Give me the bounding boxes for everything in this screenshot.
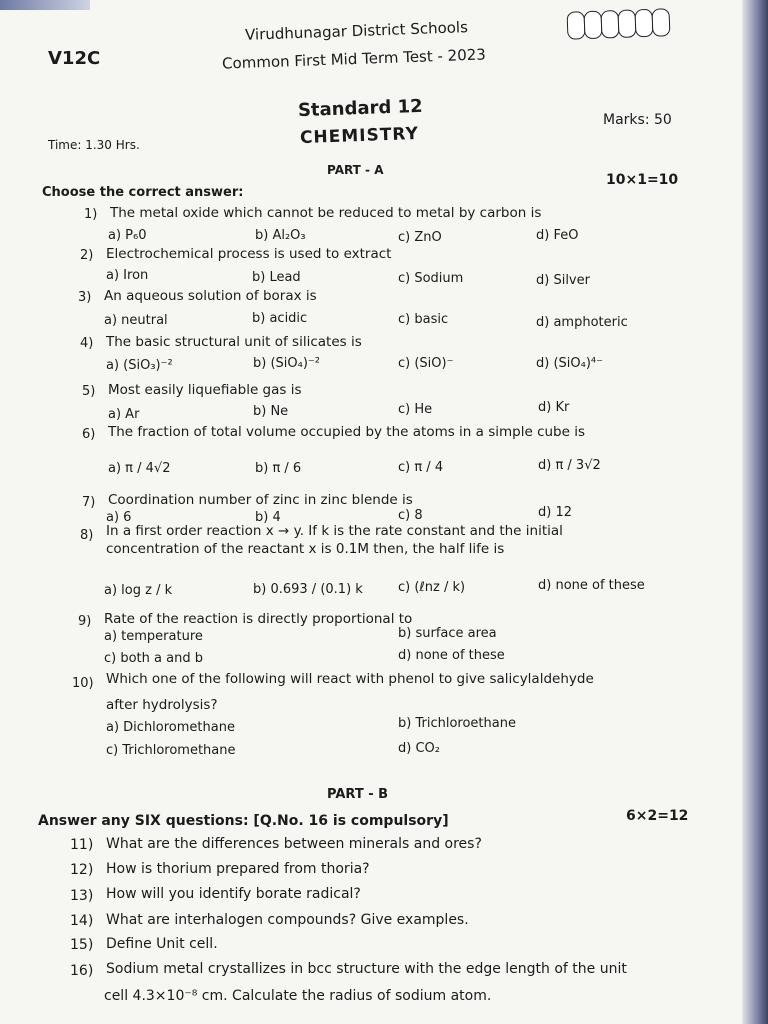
option-b: b) 4 — [255, 510, 281, 525]
part-a-instruction: Choose the correct answer: — [42, 185, 244, 200]
option-b: b) Trichloroethane — [398, 716, 516, 731]
option-c: c) 8 — [398, 508, 423, 523]
question-text: The basic structural unit of silicates is — [106, 334, 362, 350]
part-b-instruction: Answer any SIX questions: [Q.No. 16 is compulsory] — [38, 813, 449, 829]
subject-label: CHEMISTRY — [299, 123, 420, 149]
option-d: d) (SiO₄)⁴⁻ — [536, 356, 603, 371]
option-c: c) Sodium — [398, 271, 464, 286]
option-c: c) He — [398, 402, 433, 417]
option-c: c) π / 4 — [398, 460, 444, 475]
question-number: 7) — [82, 495, 96, 510]
option-a: a) P₆0 — [108, 228, 147, 243]
question-number: 5) — [82, 384, 96, 399]
question-number: 4) — [80, 336, 94, 351]
question-number: 12) — [70, 862, 94, 878]
option-c: c) both a and b — [104, 651, 203, 666]
option-c: c) ZnO — [398, 230, 442, 245]
question-text: Rate of the reaction is directly proportional to — [104, 611, 413, 627]
option-d: d) FeO — [536, 228, 579, 243]
option-d: d) Kr — [538, 400, 570, 415]
question-text: Coordination number of zinc in zinc blende is — [108, 492, 413, 508]
question-text: Most easily liquefiable gas is — [108, 382, 302, 398]
school-name: Virudhunagar District Schools — [244, 18, 469, 44]
question-text: What are interhalogen compounds? Give examples. — [106, 912, 469, 928]
question-number: 9) — [78, 614, 92, 629]
register-number-boxes — [567, 8, 670, 40]
question-number: 1) — [84, 207, 98, 222]
question-text-continued: cell 4.3×10⁻⁸ cm. Calculate the radius of sodium atom. — [104, 988, 492, 1004]
option-a: a) Ar — [108, 407, 140, 422]
background-edge-right — [742, 0, 768, 1024]
question-text: The metal oxide which cannot be reduced to metal by carbon is — [110, 205, 542, 221]
question-text: Which one of the following will react with phenol to give salicylaldehyde — [106, 671, 594, 687]
question-text: An aqueous solution of borax is — [104, 288, 317, 304]
option-a: a) π / 4√2 — [108, 461, 171, 476]
total-marks: Marks: 50 — [603, 112, 672, 128]
option-d: d) 12 — [538, 505, 572, 520]
background-edge-top — [0, 0, 90, 10]
part-b-marks: 6×2=12 — [626, 808, 689, 824]
option-c: c) Trichloromethane — [106, 743, 236, 758]
question-number: 10) — [72, 676, 94, 691]
question-text: What are the differences between minerals and ores? — [106, 836, 482, 852]
question-text: In a first order reaction x → y. If k is the rate constant and the initial — [106, 523, 563, 539]
option-b: b) Al₂O₃ — [255, 228, 306, 243]
option-b: b) π / 6 — [255, 461, 302, 476]
option-b: b) acidic — [252, 311, 308, 326]
option-d: d) π / 3√2 — [538, 458, 601, 473]
question-number: 11) — [70, 837, 94, 853]
question-number: 3) — [78, 290, 92, 305]
question-text: The fraction of total volume occupied by the atoms in a simple cube is — [108, 424, 586, 440]
part-b-title: PART - B — [327, 787, 389, 802]
paper-code: V12C — [48, 48, 101, 69]
question-text: How will you identify borate radical? — [106, 886, 361, 902]
option-d: d) none of these — [538, 578, 645, 593]
question-number: 8) — [80, 528, 94, 543]
option-c: c) basic — [398, 312, 449, 327]
option-d: d) amphoteric — [536, 315, 628, 330]
question-number: 14) — [70, 913, 94, 929]
option-b: b) 0.693 / (0.1) k — [253, 582, 363, 597]
question-number: 13) — [70, 888, 94, 904]
exam-title: Common First Mid Term Test - 2023 — [221, 45, 487, 73]
option-c: c) (ℓnz / k) — [398, 580, 466, 595]
question-text: Electrochemical process is used to extract — [106, 246, 392, 262]
question-text: Sodium metal crystallizes in bcc structure with the edge length of the unit — [106, 961, 627, 977]
option-b: b) Lead — [252, 270, 301, 285]
option-a: a) (SiO₃)⁻² — [106, 358, 173, 373]
time-allowed: Time: 1.30 Hrs. — [48, 138, 140, 152]
question-number: 16) — [70, 963, 94, 979]
question-number: 6) — [82, 427, 96, 442]
standard-label: Standard 12 — [297, 95, 423, 122]
option-a: a) Iron — [106, 268, 149, 283]
option-a: a) neutral — [104, 313, 168, 328]
question-text: Define Unit cell. — [106, 936, 218, 952]
question-text-continued: concentration of the reactant x is 0.1M then, the half life is — [106, 541, 505, 557]
option-c: c) (SiO)⁻ — [398, 356, 454, 371]
option-d: d) CO₂ — [398, 741, 440, 756]
question-number: 15) — [70, 937, 94, 953]
option-a: a) temperature — [104, 629, 203, 644]
option-d: d) Silver — [536, 273, 590, 288]
option-d: d) none of these — [398, 648, 505, 663]
part-a-title: PART - A — [327, 163, 384, 177]
option-a: a) log z / k — [104, 583, 173, 598]
question-text-continued: after hydrolysis? — [106, 697, 218, 713]
option-a: a) 6 — [106, 510, 132, 525]
option-b: b) Ne — [253, 404, 289, 419]
option-b: b) (SiO₄)⁻² — [253, 356, 320, 371]
option-a: a) Dichloromethane — [106, 720, 235, 735]
option-b: b) surface area — [398, 626, 497, 641]
question-text: How is thorium prepared from thoria? — [106, 861, 370, 877]
question-number: 2) — [80, 248, 94, 263]
part-a-marks: 10×1=10 — [606, 172, 679, 188]
